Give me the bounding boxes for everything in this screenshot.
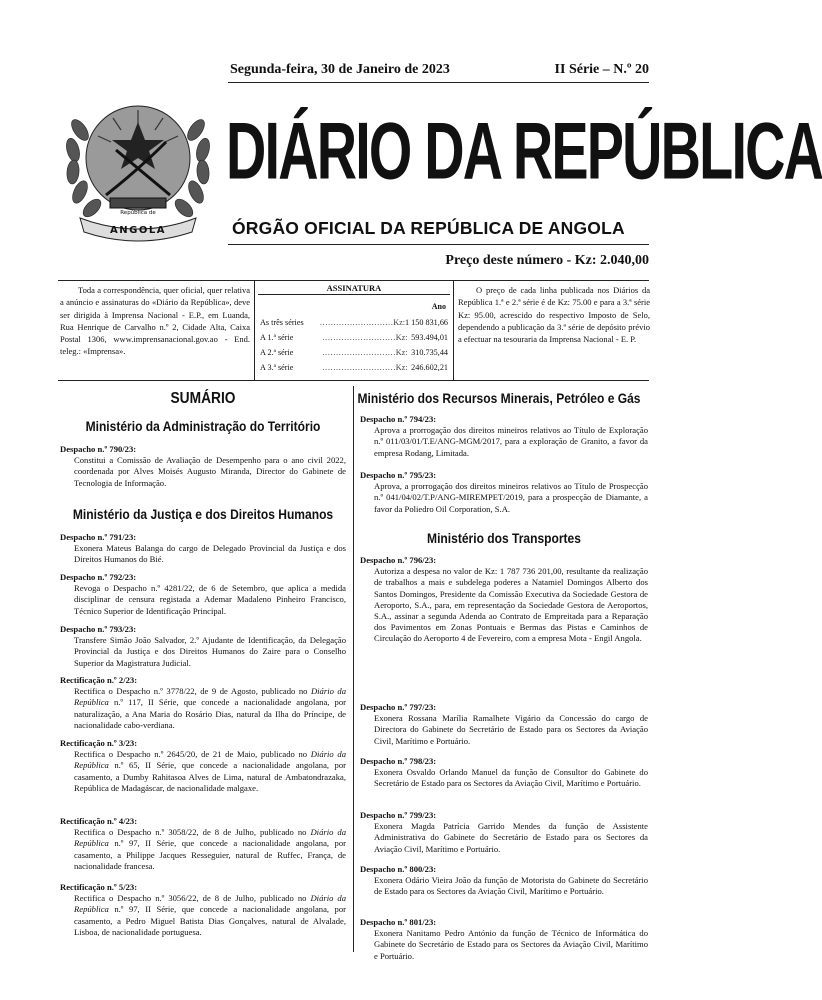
entry-body-text: n.º 97, II Série, que concede a nacionalidade angolana, por casamento, a Philippe Jacques Resseguier, natural de Ruffec, França, de nacionalidade francesa. <box>74 838 346 871</box>
entry-title: Despacho n.º 796/23: <box>360 555 437 565</box>
section-heading: Ministério dos Recursos Minerais, Petróleo e Gás <box>357 390 641 406</box>
entry-body: Exonera Osvaldo Orlando Manuel da função de Consultor do Gabinete do Secretário de Estado para os Sectores da Aviação Civil, Marítimo e Portuário. <box>374 767 648 789</box>
entry-body <box>60 749 346 794</box>
entry-title: Despacho n.º 800/23: <box>360 864 437 874</box>
entry-body-italic: Diário da República <box>74 893 346 915</box>
info-divider-1 <box>254 280 255 380</box>
subscription-label: As três séries <box>260 318 304 327</box>
entry-body <box>60 827 346 872</box>
subscription-dots: ………………………Kz: <box>322 333 408 342</box>
column-divider <box>353 386 354 952</box>
subscription-title: ASSINATURA <box>326 283 382 293</box>
entry-title: Despacho n.º 791/23: <box>60 532 137 542</box>
angola-emblem <box>58 80 218 240</box>
entry-despacho-794 <box>360 414 648 459</box>
subscription-rule <box>258 294 450 295</box>
entry-title: Despacho n.º 794/23: <box>360 414 437 424</box>
entry-body: Exonera Odário Vieira João da função de Motorista do Gabinete do Secretário de Estado para os Sectores da Aviação Civil, Marítimo e Portuário. <box>374 875 648 897</box>
entry-despacho-795 <box>360 470 648 515</box>
entry-despacho-800 <box>360 864 648 898</box>
entry-body-text: n.º 97, II Série, que concede a nacionalidade angolana, por casamento, a Pedro Miguel Batista Dias Gonçalves, natural de Alvalade, Lisboa, de nacionalidade portuguesa. <box>74 904 346 937</box>
info-rule-bottom <box>58 380 649 381</box>
emblem-text-top: República de <box>120 210 156 216</box>
entry-body: Autoriza a despesa no valor de Kz: 1 787 736 201,00, resultante da realização de trabalhos a mais e subdelega poderes a Natamiel Domingos Alberto dos Santos Domingos, Presidente da Comissão Executiva da Sociedade Gestora de Aeroporto, S.A., para, em representação da Sociedade Gestora de Aeroportos, S.A., assinar a segunda Adenda ao Contrato de Empreitada para a Reparação dos Pavimentos em Zonas Pontuais e Bermas das Pistas e Caminhos de Circulação do Aeroporto 4 de Fevereiro, com a empresa Mota - Engil Angola. <box>374 566 648 644</box>
subscription-value: 593.494,01 <box>411 333 448 342</box>
entry-rectificacao-4 <box>60 816 346 872</box>
subscription-label: A 3.ª série <box>260 363 294 372</box>
entry-body-italic: Diário da República <box>74 686 346 708</box>
entry-body-text: Rectifica o Despacho n.º 3056/22, de 8 de Julho, publicado no <box>74 893 311 904</box>
subscription-row <box>260 348 448 357</box>
entry-despacho-790 <box>60 444 346 489</box>
entry-despacho-798 <box>360 756 648 790</box>
subscription-label: A 2.ª série <box>260 348 294 357</box>
info-rule-top <box>58 280 649 281</box>
entry-body-italic: Diário da República <box>74 827 346 849</box>
issue-price: Preço deste número - Kz: 2.040,00 <box>445 253 649 268</box>
entry-despacho-797 <box>360 702 648 747</box>
subscription-value: 310.735,44 <box>411 348 448 357</box>
entry-despacho-793 <box>60 624 346 669</box>
issue-date: Segunda-feira, 30 de Janeiro de 2023 <box>230 62 450 77</box>
entry-despacho-799 <box>360 810 648 855</box>
entry-body-text: n.º 117, II Série, que concede a nacionalidade angolana, por naturalização, a Ana Maria do Rosário Dias, natural da Ilha do Príncipe, de nacionalidade cabo-verdiana. <box>74 697 346 730</box>
entry-title: Rectificação n.º 3/23: <box>60 738 138 748</box>
entry-body: Exonera Magda Patrícia Garrido Mendes da função de Assistente Administrativa do Gabinete do Secretário de Estado para os Sectores da Aviação Civil, Marítimo e Portuário. <box>374 821 648 854</box>
subscription-label: A 1.ª série <box>260 333 294 342</box>
entry-body <box>60 686 346 731</box>
subscription-value: 246.602,21 <box>411 363 448 372</box>
header-rule-bottom <box>228 244 649 245</box>
entry-title: Despacho n.º 790/23: <box>60 444 137 454</box>
masthead-title: DIÁRIO DA REPÚBLICA <box>226 106 822 197</box>
entry-title: Despacho n.º 801/23: <box>360 917 437 927</box>
entry-body-text: Rectifica o Despacho n.º 3058/22, de 8 de Julho, publicado no <box>74 827 311 838</box>
entry-body: Exonera Nanitamo Pedro António da função de Técnico de Informática do Gabinete do Secretário de Estado para os Sectores da Aviação Civil, Marítimo e Portuário. <box>374 928 648 961</box>
entry-title: Rectificação n.º 4/23: <box>60 816 138 826</box>
section-heading: Ministério da Justiça e dos Direitos Humanos <box>72 506 334 522</box>
entry-body: Aprova a prorrogação dos direitos mineiros relativos ao Título de Exploração n.º 011/03/01/T.E/ANG-MGM/2017, para a exploração de Granito, a favor da empresa Rodang, Limitada. <box>374 425 648 458</box>
masthead-subtitle: ÓRGÃO OFICIAL DA REPÚBLICA DE ANGOLA <box>232 218 625 238</box>
subscription-year-header: Ano <box>431 302 446 311</box>
entry-title: Despacho n.º 795/23: <box>360 470 437 480</box>
section-heading: Ministério dos Transportes <box>427 530 581 546</box>
summary-heading: SUMÁRIO <box>170 390 236 407</box>
entry-rectificacao-3 <box>60 738 346 794</box>
entry-despacho-801 <box>360 917 648 962</box>
entry-title: Despacho n.º 798/23: <box>360 756 437 766</box>
entry-body: Constitui a Comissão de Avaliação de Desempenho para o ano civil 2022, coordenada por Alves Moisés Augusto Miranda, Director do Gabinete de Tecnologia de Informação. <box>74 455 346 488</box>
entry-body-text: n.º 65, II Série, que concede a nacionalidade angolana, por casamento, a Dumby Rahitasoa Alves de Lima, natural de Ambatondrazaka, República de Madagáscar, de nacionalidade malgaxe. <box>74 760 346 793</box>
entry-body: Aprova, a prorrogação dos direitos mineiros relativos ao Título de Prospecção n.º 041/04/02/T.P/ANG-MIREMPET/2019, para a prospecção de Diamante, a favor da Poliedro Oil Corporation, S.A. <box>374 481 648 514</box>
issue-series: II Série – N.º 20 <box>554 62 649 77</box>
price-notice: O preço de cada linha publicada nos Diários da República 1.ª e 2.ª série é de Kz: 75.00 e para a 3.ª série Kz: 95.00, acrescido do respectivo Imposto de Selo, dependendo a publicação da 3.ª série de depósito prévio a efectuar na tesouraria da Imprensa Nacional - E. P. <box>458 285 650 345</box>
header-rule-top <box>228 82 649 83</box>
subscription-value: 1 150 831,66 <box>405 318 448 327</box>
entry-title: Despacho n.º 793/23: <box>60 624 137 634</box>
entry-title: Despacho n.º 797/23: <box>360 702 437 712</box>
entry-body <box>60 893 346 938</box>
emblem-text-bottom: ANGOLA <box>110 225 166 236</box>
correspondence-notice: Toda a correspondência, quer oficial, quer relativa a anúncio e assinaturas do «Diário da República», deve ser dirigida à Imprensa Nacional - E.P., em Luanda, Rua Henrique de Carvalho n.º 2, Cidade Alta, Caixa Postal 1306, www.imprensanacional.gov.ao - End. teleg.: «Imprensa». <box>60 285 250 357</box>
entry-title: Rectificação n.º 2/23: <box>60 675 138 685</box>
entry-body: Revoga o Despacho n.º 4281/22, de 6 de Setembro, que aplica a medida disciplinar de censura registada a Ademar Madaleno Pinheiro Francisco, Técnico Superior de Identificação Principal. <box>74 583 346 616</box>
section-heading: Ministério da Administração do Território <box>85 418 321 434</box>
entry-rectificacao-2 <box>60 675 346 731</box>
entry-despacho-791 <box>60 532 346 566</box>
subscription-dots: ………………………Kz: <box>319 318 406 327</box>
subscription-row <box>260 333 448 342</box>
entry-body-text: Rectifica o Despacho n.º 3778/22, de 9 de Agosto, publicado no <box>74 686 311 697</box>
entry-title: Despacho n.º 792/23: <box>60 572 137 582</box>
entry-title: Rectificação n.º 5/23: <box>60 882 138 892</box>
subscription-row <box>260 318 448 327</box>
entry-rectificacao-5 <box>60 882 346 938</box>
subscription-dots: ………………………Kz: <box>322 348 408 357</box>
entry-body-text: Rectifica o Despacho n.º 2645/20, de 21 de Maio, publicado no <box>74 749 311 760</box>
entry-body: Exonera Rossana Marília Ramalhete Vigário da Concessão do cargo de Directora do Gabinete do Secretário de Estado para os Sectores da Aviação Civil, Marítimo e Portuário. <box>374 713 648 746</box>
subscription-row <box>260 363 448 372</box>
entry-body: Transfere Simão João Salvador, 2.º Ajudante de Identificação, da Delegação Provincial da Justiça e dos Direitos Humanos do Zaire para o Conselho Superior da Magistratura Judicial. <box>74 635 346 668</box>
entry-body: Exonera Mateus Balanga do cargo de Delegado Provincial da Justiça e dos Direitos Humanos do Bié. <box>74 543 346 565</box>
entry-body-italic: Diário da República <box>74 749 346 771</box>
info-divider-2 <box>453 280 454 380</box>
entry-despacho-796 <box>360 555 648 645</box>
subscription-dots: ………………………Kz: <box>322 363 408 372</box>
entry-despacho-792 <box>60 572 346 617</box>
entry-title: Despacho n.º 799/23: <box>360 810 437 820</box>
